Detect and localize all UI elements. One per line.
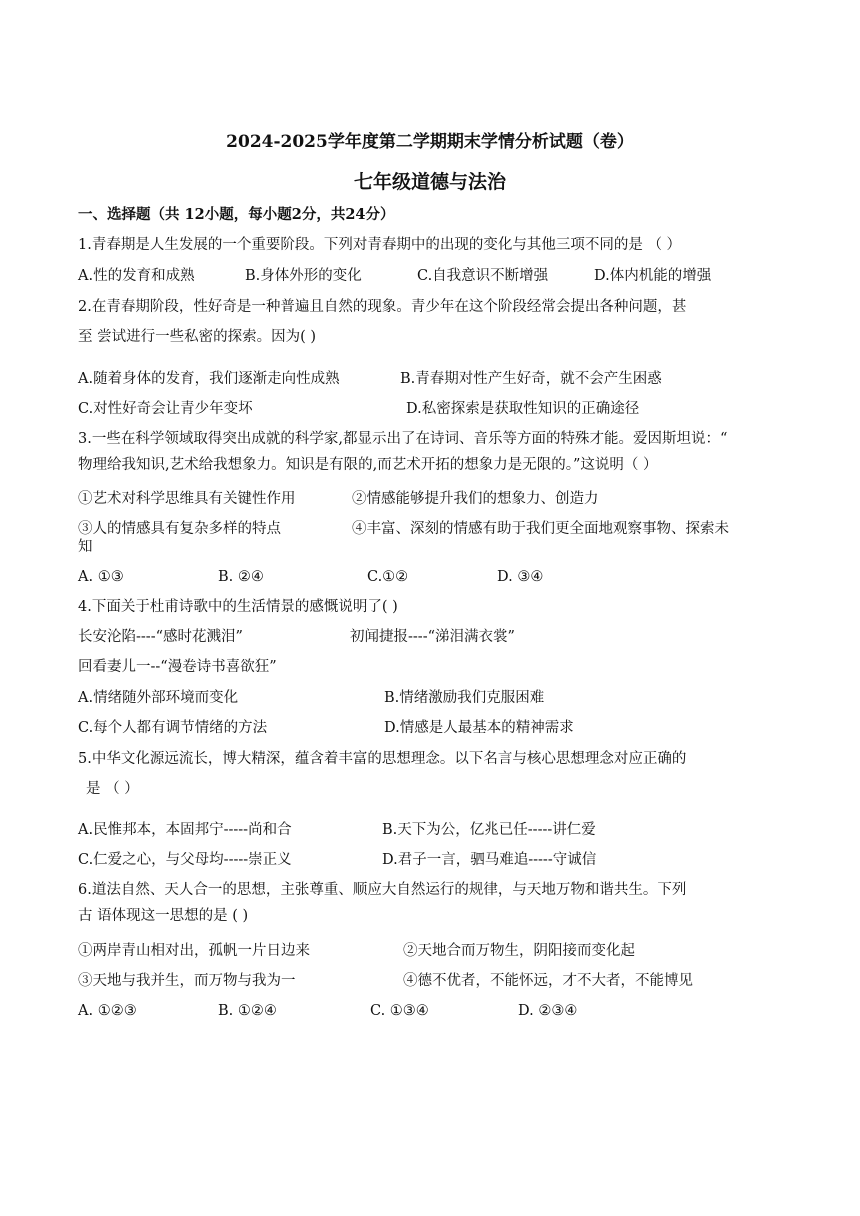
q1-option-d: D.体内机能的增强 bbox=[594, 268, 712, 284]
question-2-stem-line1: 2.在青春期阶段，性好奇是一种普遍且自然的现象。青少年在这个阶段经常会提出各种问题，甚 bbox=[78, 299, 687, 315]
q3-option-d: D. ③④ bbox=[497, 569, 544, 585]
question-4-stem: 4.下面关于杜甫诗歌中的生活情景的感慨说明了( ) bbox=[78, 599, 398, 615]
q4-option-b: B.情绪激励我们克服困难 bbox=[384, 690, 545, 706]
question-6-stem-line1: 6.道法自然、天人合一的思想，主张尊重、顺应大自然运行的规律，与天地万物和谐共生。下列 bbox=[78, 882, 687, 898]
q1-option-b: B.身体外形的变化 bbox=[245, 268, 362, 284]
q3-option-c: C.①② bbox=[367, 569, 409, 585]
question-6-stem-line2: 古 语体现这一思想的是 ( ) bbox=[78, 908, 249, 924]
q5-option-c: C.仁爱之心，与父母均-----崇正义 bbox=[78, 852, 292, 868]
q5-option-b: B.天下为公，亿兆已任-----讲仁爱 bbox=[382, 822, 596, 838]
q2-option-a: A.随着身体的发育，我们逐渐走向性成熟 bbox=[78, 371, 340, 387]
q2-option-c: C.对性好奇会让青少年变坏 bbox=[78, 401, 253, 417]
q2-option-b: B.青春期对性产生好奇，就不会产生困惑 bbox=[400, 371, 662, 387]
question-2-stem-line2: 至 尝试进行一些私密的探索。因为( ) bbox=[78, 329, 317, 345]
q6-option-c: C. ①③④ bbox=[370, 1003, 429, 1019]
q1-option-a: A.性的发育和成熟 bbox=[78, 268, 195, 284]
q6-option-d: D. ②③④ bbox=[518, 1003, 578, 1019]
q4-poem-line-1: 长安沦陷----“感时花溅泪” bbox=[78, 629, 243, 645]
q3-statement-4-continued: 知 bbox=[78, 539, 93, 555]
q1-option-c: C.自我意识不断增强 bbox=[417, 268, 549, 284]
q5-option-a: A.民惟邦本，本固邦宁-----尚和合 bbox=[78, 822, 292, 838]
q6-option-a: A. ①②③ bbox=[78, 1003, 137, 1019]
q3-statement-3: ③人的情感具有复杂多样的特点 bbox=[78, 521, 281, 537]
q3-option-b: B. ②④ bbox=[218, 569, 264, 585]
q6-statement-4: ④德不优者，不能怀远，才不大者，不能博见 bbox=[403, 973, 693, 989]
q5-option-d: D.君子一言，驷马难追-----守诚信 bbox=[382, 852, 597, 868]
question-1-stem: 1.青春期是人生发展的一个重要阶段。下列对青春期中的出现的变化与其他三项不同的是 （ ） bbox=[78, 237, 682, 253]
q4-option-c: C.每个人都有调节情绪的方法 bbox=[78, 720, 268, 736]
q3-statement-4: ④丰富、深刻的情感有助于我们更全面地观察事物、探索未 bbox=[352, 521, 729, 537]
question-3-stem-line2: 物理给我知识,艺术给我想象力。知识是有限的,而艺术开拓的想象力是无限的。”这说明（ ） bbox=[78, 457, 658, 473]
q4-poem-line-2: 初闻捷报----“涕泪满衣裳” bbox=[350, 629, 515, 645]
q3-option-a: A. ①③ bbox=[78, 569, 124, 585]
section-heading: 一、选择题（共 12小题，每小题2分，共24分） bbox=[78, 206, 395, 223]
q4-option-a: A.情绪随外部环境而变化 bbox=[78, 690, 239, 706]
q3-statement-1: ①艺术对科学思维具有关键性作用 bbox=[78, 491, 296, 507]
q6-statement-1: ①两岸青山相对出，孤帆一片日边来 bbox=[78, 943, 310, 959]
q2-option-d: D.私密探索是获取性知识的正确途径 bbox=[406, 401, 640, 417]
q6-statement-3: ③天地与我并生，而万物与我为一 bbox=[78, 973, 296, 989]
q6-statement-2: ②天地合而万物生，阴阳接而变化起 bbox=[403, 943, 635, 959]
q3-statement-2: ②情感能够提升我们的想象力、创造力 bbox=[352, 491, 599, 507]
q4-poem-line-3: 回看妻儿一--“漫卷诗书喜欲狂” bbox=[78, 659, 277, 675]
question-5-stem-line2: 是 （ ） bbox=[86, 781, 139, 797]
exam-title: 2024-2025学年度第二学期期末学情分析试题（卷） bbox=[226, 132, 634, 152]
question-5-stem-line1: 5.中华文化源远流长，博大精深，蕴含着丰富的思想理念。以下名言与核心思想理念对应正确的 bbox=[78, 751, 687, 767]
q4-option-d: D.情感是人最基本的精神需求 bbox=[384, 720, 574, 736]
exam-subject: 七年级道德与法治 bbox=[353, 171, 506, 193]
question-3-stem-line1: 3.一些在科学领域取得突出成就的科学家,都显示出了在诗词、音乐等方面的特殊才能。爱因斯坦说：“ bbox=[78, 431, 728, 447]
q6-option-b: B. ①②④ bbox=[218, 1003, 277, 1019]
